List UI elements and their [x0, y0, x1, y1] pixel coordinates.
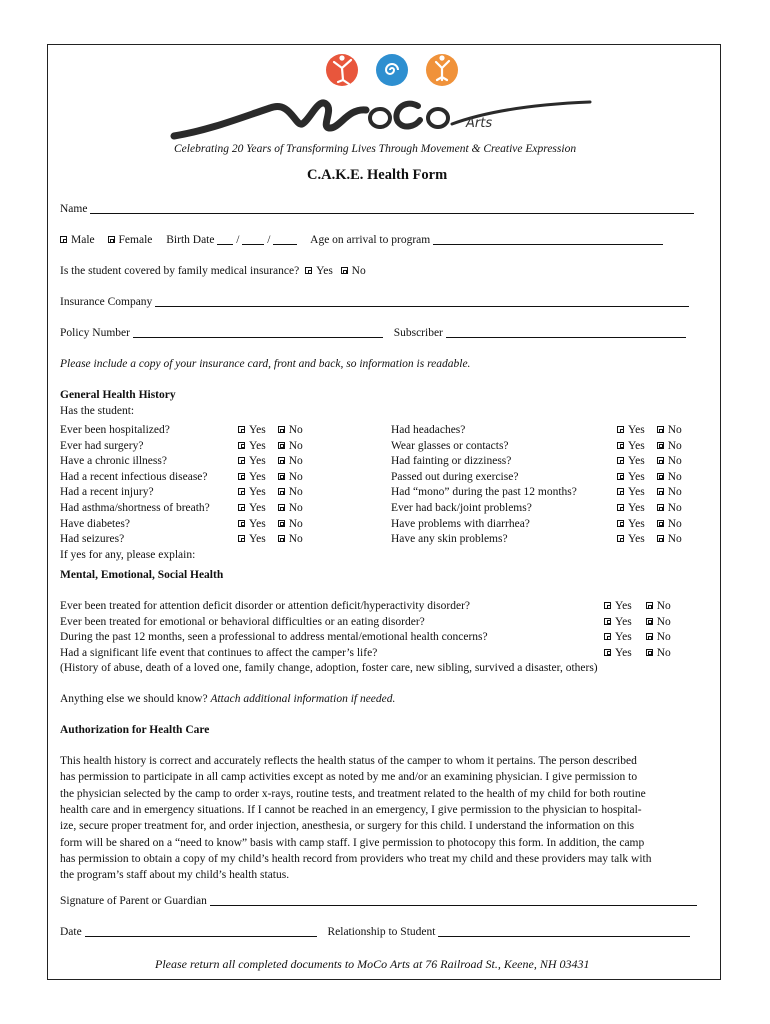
general-left-1-yes-label: Yes: [249, 439, 266, 452]
mental-1-no-checkbox[interactable]: [646, 618, 653, 625]
general-left-2-no-label: No: [288, 455, 303, 468]
general-left-question: Had asthma/shortness of breath?: [60, 502, 210, 514]
general-left-2-no-checkbox[interactable]: [278, 457, 285, 464]
general-left-4-yes-label: Yes: [249, 486, 266, 499]
general-right-0-no-checkbox[interactable]: [657, 426, 664, 433]
mental-question: Ever been treated for emotional or behavioral difficulties or an eating disorder?: [60, 615, 425, 628]
general-right-3-yes-checkbox[interactable]: [617, 473, 624, 480]
birth-day-field[interactable]: [242, 234, 264, 245]
general-right-4-yes-checkbox[interactable]: [617, 488, 624, 495]
mental-2-yes-no: [604, 631, 671, 643]
moco-arts-logo: [170, 48, 600, 144]
general-right-1-no-label: No: [667, 439, 682, 452]
mental-health-heading: Mental, Emotional, Social Health: [60, 569, 224, 581]
mental-0-no-label: No: [656, 600, 671, 612]
mental-question: Ever been treated for attention deficit disorder or attention deficit/hyperactivity disorder?: [60, 600, 471, 612]
general-left-1-no-label: No: [288, 439, 303, 452]
mental-1-yes-label: Yes: [615, 615, 632, 628]
general-left-6-yes-label: Yes: [249, 517, 266, 530]
general-right-6-no-label: No: [667, 517, 682, 530]
general-left-4-yes-no: [238, 486, 303, 498]
mental-2-yes-checkbox[interactable]: [604, 633, 611, 640]
mental-3-yes-no: [604, 647, 671, 659]
general-right-5-yes-no: [617, 502, 682, 514]
general-left-3-no-label: No: [288, 470, 303, 483]
general-left-7-yes-no: [238, 533, 303, 545]
general-right-question: Have any skin problems?: [391, 533, 508, 546]
general-right-1-yes-checkbox[interactable]: [617, 442, 624, 449]
general-left-question: Had a recent infectious disease?: [60, 470, 208, 483]
insurance-question: Is the student covered by family medical insurance?: [60, 265, 300, 277]
general-right-5-yes-checkbox[interactable]: [617, 504, 624, 511]
general-right-6-no-checkbox[interactable]: [657, 520, 664, 527]
name-field[interactable]: [90, 203, 694, 214]
general-left-2-yes-label: Yes: [249, 455, 266, 468]
general-right-0-yes-checkbox[interactable]: [617, 426, 624, 433]
insurance-company-label: Insurance Company: [60, 296, 153, 308]
mental-0-yes-checkbox[interactable]: [604, 602, 611, 609]
general-left-question: Have diabetes?: [60, 517, 130, 530]
policy-number-label: Policy Number: [60, 327, 130, 339]
general-right-1-no-checkbox[interactable]: [657, 442, 664, 449]
authorization-line: the program’s staff about my child’s health status.: [60, 869, 290, 882]
general-right-question: Had “mono” during the past 12 months?: [391, 486, 577, 499]
general-left-question: Had a recent injury?: [60, 486, 154, 499]
general-right-7-yes-label: Yes: [628, 533, 645, 546]
female-label: Female: [118, 234, 153, 246]
life-event-note: (History of abuse, death of a loved one, family change, adoption, foster care, new sibling, survived a disaster, others): [60, 662, 598, 674]
mental-question: Had a significant life event that continues to affect the camper’s life?: [60, 646, 378, 659]
general-left-question: Have a chronic illness?: [60, 455, 167, 468]
insurance-no-label: No: [351, 265, 366, 277]
general-right-6-yes-checkbox[interactable]: [617, 520, 624, 527]
general-left-6-yes-no: [238, 518, 303, 530]
date-row: [60, 926, 690, 941]
mental-3-no-label: No: [656, 646, 671, 659]
general-left-5-yes-no: [238, 502, 303, 514]
mental-1-yes-checkbox[interactable]: [604, 618, 611, 625]
mental-3-yes-checkbox[interactable]: [604, 649, 611, 656]
general-left-4-no-checkbox[interactable]: [278, 488, 285, 495]
general-left-7-no-checkbox[interactable]: [278, 535, 285, 542]
general-left-5-no-label: No: [288, 502, 303, 514]
insurance-question-row: [60, 265, 366, 280]
insurance-card-note: Please include a copy of your insurance card, front and back, so information is readable.: [60, 358, 471, 370]
general-right-3-yes-label: Yes: [628, 470, 645, 483]
general-left-2-yes-no: [238, 455, 303, 467]
general-left-7-no-label: No: [288, 533, 303, 546]
general-right-7-yes-checkbox[interactable]: [617, 535, 624, 542]
attach-info-note: Attach additional information if needed.: [210, 693, 396, 705]
general-left-3-yes-checkbox[interactable]: [238, 473, 245, 480]
general-right-7-no-label: No: [667, 533, 682, 546]
authorization-line: the physician selected by the camp to order x-rays, routine tests, and treatment related to the health of my child for both routine: [60, 787, 646, 800]
mental-2-yes-label: Yes: [615, 631, 632, 644]
general-left-3-yes-label: Yes: [249, 470, 266, 483]
general-health-heading: General Health History: [60, 389, 176, 401]
authorization-line: has permission to participate in all camp activities except as noted by me and/or an examining physician. I give permission to: [60, 771, 638, 784]
general-right-question: Wear glasses or contacts?: [391, 439, 509, 452]
insurance-yes-label: Yes: [316, 265, 333, 277]
general-right-5-no-checkbox[interactable]: [657, 504, 664, 511]
birth-year-field[interactable]: [273, 234, 297, 245]
general-left-6-yes-checkbox[interactable]: [238, 520, 245, 527]
mental-question: During the past 12 months, seen a professional to address mental/emotional health concerns?: [60, 631, 488, 644]
general-left-3-no-checkbox[interactable]: [278, 473, 285, 480]
general-left-0-no-label: No: [288, 424, 303, 436]
general-right-3-yes-no: [617, 471, 682, 483]
blue-spiral-circle: [376, 54, 408, 86]
general-right-4-yes-no: [617, 486, 682, 498]
birth-date-label: Birth Date: [166, 234, 215, 246]
general-right-question: Had headaches?: [391, 424, 466, 436]
general-right-5-yes-label: Yes: [628, 502, 645, 514]
general-left-3-yes-no: [238, 471, 303, 483]
name-label: Name: [60, 203, 88, 215]
general-left-1-yes-no: [238, 440, 303, 452]
mental-2-no-label: No: [656, 631, 671, 644]
general-right-1-yes-label: Yes: [628, 439, 645, 452]
authorization-line: This health history is correct and accurately reflects the health status of the camper to whom it pertains. The person described: [60, 755, 637, 767]
general-right-2-no-checkbox[interactable]: [657, 457, 664, 464]
general-left-5-yes-label: Yes: [249, 502, 266, 514]
general-right-5-no-label: No: [667, 502, 682, 514]
general-right-2-yes-checkbox[interactable]: [617, 457, 624, 464]
relationship-field[interactable]: [438, 926, 690, 937]
general-left-0-yes-no: [238, 424, 303, 436]
general-right-3-no-label: No: [667, 470, 682, 483]
general-left-1-yes-checkbox[interactable]: [238, 442, 245, 449]
general-left-6-no-checkbox[interactable]: [278, 520, 285, 527]
date-label: Date: [60, 926, 82, 938]
general-left-4-no-label: No: [288, 486, 303, 499]
female-checkbox[interactable]: [108, 236, 115, 243]
explain-label: If yes for any, please explain:: [60, 549, 196, 561]
general-right-4-yes-label: Yes: [628, 486, 645, 499]
has-the-student-label: Has the student:: [60, 405, 135, 417]
policy-row: [60, 327, 686, 342]
general-left-5-no-checkbox[interactable]: [278, 504, 285, 511]
age-field[interactable]: [433, 234, 663, 245]
general-left-6-no-label: No: [288, 517, 303, 530]
name-row: [60, 203, 694, 218]
general-left-5-yes-checkbox[interactable]: [238, 504, 245, 511]
general-right-0-no-label: No: [667, 424, 682, 436]
mental-3-yes-label: Yes: [615, 646, 632, 659]
general-left-1-no-checkbox[interactable]: [278, 442, 285, 449]
date-field[interactable]: [85, 926, 317, 937]
general-left-0-yes-checkbox[interactable]: [238, 426, 245, 433]
general-left-7-yes-checkbox[interactable]: [238, 535, 245, 542]
mental-3-no-checkbox[interactable]: [646, 649, 653, 656]
general-right-2-yes-label: Yes: [628, 455, 645, 468]
general-right-question: Have problems with diarrhea?: [391, 517, 530, 530]
mental-2-no-checkbox[interactable]: [646, 633, 653, 640]
subscriber-field[interactable]: [446, 327, 686, 338]
age-label: Age on arrival to program: [310, 234, 431, 246]
authorization-line: health care and in emergency situations. If I cannot be reached in an emergency, I give permission to the physician to hospital-: [60, 803, 642, 816]
mental-1-no-label: No: [656, 615, 671, 628]
insurance-company-field[interactable]: [155, 296, 689, 307]
mental-0-yes-no: [604, 600, 671, 612]
logo-graphic: [170, 48, 600, 144]
general-right-0-yes-label: Yes: [628, 424, 645, 436]
authorization-line: has permission to obtain a copy of my child’s health record from providers who treat my child and these providers may talk with: [60, 852, 652, 865]
male-checkbox[interactable]: [60, 236, 67, 243]
general-right-4-no-checkbox[interactable]: [657, 488, 664, 495]
birth-sep-2: /: [267, 234, 271, 246]
insurance-no-checkbox[interactable]: [341, 267, 348, 274]
subscriber-label: Subscriber: [393, 327, 443, 339]
general-right-6-yes-no: [617, 518, 682, 530]
general-right-7-yes-no: [617, 533, 682, 545]
general-right-6-yes-label: Yes: [628, 517, 645, 530]
general-right-question: Ever had back/joint problems?: [391, 502, 532, 514]
general-left-question: Had seizures?: [60, 533, 125, 546]
authorization-line: ize, secure proper treatment for, and order injection, anesthesia, or surgery for this child. I understand the information on this: [60, 820, 635, 833]
signature-row: [60, 895, 697, 910]
general-right-1-yes-no: [617, 440, 682, 452]
general-right-3-no-checkbox[interactable]: [657, 473, 664, 480]
general-right-0-yes-no: [617, 424, 682, 436]
general-right-2-no-label: No: [667, 455, 682, 468]
general-right-question: Passed out during exercise?: [391, 470, 519, 483]
general-left-question: Ever been hospitalized?: [60, 424, 170, 436]
insurance-company-row: [60, 296, 689, 311]
general-left-2-yes-checkbox[interactable]: [238, 457, 245, 464]
tagline: Celebrating 20 Years of Transforming Lives Through Movement & Creative Expression: [174, 143, 577, 155]
signature-field[interactable]: [210, 895, 697, 906]
insurance-yes-checkbox[interactable]: [305, 267, 312, 274]
anything-else-row: [60, 693, 395, 705]
general-left-7-yes-label: Yes: [249, 533, 266, 546]
general-left-question: Ever had surgery?: [60, 439, 144, 452]
demographics-row: [60, 234, 663, 249]
general-right-4-no-label: No: [667, 486, 682, 499]
signature-label: Signature of Parent or Guardian: [60, 895, 207, 907]
mental-1-yes-no: [604, 616, 671, 628]
birth-month-field[interactable]: [217, 234, 233, 245]
general-right-7-no-checkbox[interactable]: [657, 535, 664, 542]
form-title: C.A.K.E. Health Form: [307, 167, 448, 183]
authorization-line: form will be shared on a “need to know” basis with camp staff. I give permission to photocopy this form. In addition, the camp: [60, 836, 645, 849]
birth-sep-1: /: [236, 234, 240, 246]
anything-else-label: Anything else we should know?: [60, 693, 208, 705]
general-left-0-yes-label: Yes: [249, 424, 266, 436]
mental-0-yes-label: Yes: [615, 600, 632, 612]
logo-arts-text: Arts: [466, 116, 493, 131]
general-right-2-yes-no: [617, 455, 682, 467]
general-right-question: Had fainting or dizziness?: [391, 455, 512, 468]
male-label: Male: [71, 234, 95, 246]
general-left-4-yes-checkbox[interactable]: [238, 488, 245, 495]
authorization-heading: Authorization for Health Care: [60, 724, 210, 736]
mental-0-no-checkbox[interactable]: [646, 602, 653, 609]
policy-number-field[interactable]: [133, 327, 383, 338]
return-note: Please return all completed documents to MoCo Arts at 76 Railroad St., Keene, NH 03431: [155, 957, 590, 971]
relationship-label: Relationship to Student: [327, 926, 436, 938]
general-left-0-no-checkbox[interactable]: [278, 426, 285, 433]
